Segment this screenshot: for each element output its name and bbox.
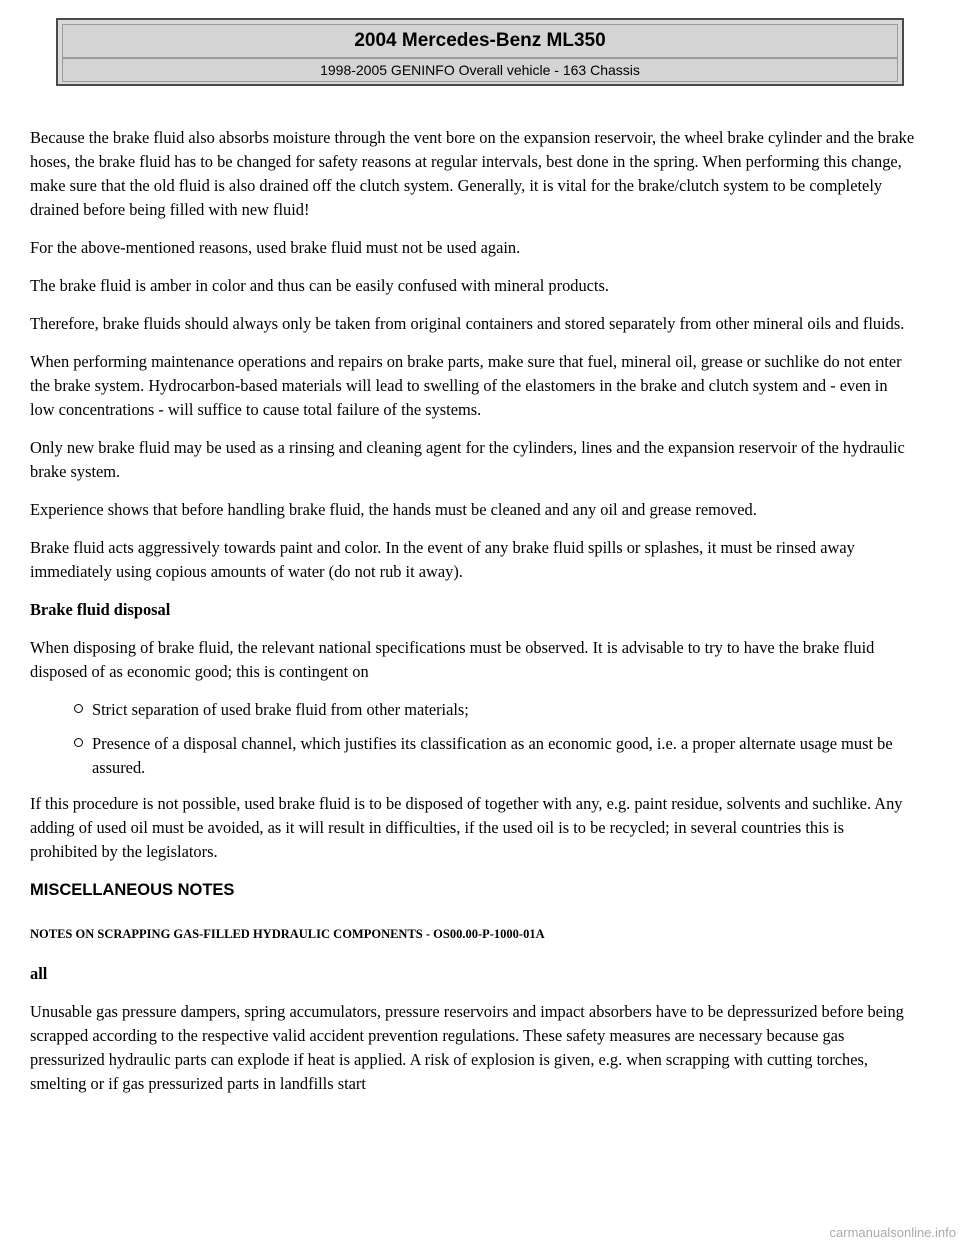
- paragraph: If this procedure is not possible, used brake fluid is to be disposed of together with any, e.g. paint residue, solvents and suchlike. Any adding of used oil must be avoided, as it will result in difficulties, if the used oil is to be recycled; in several countries this is prohibited by the legislators.: [30, 794, 903, 861]
- list-item-text: Strict separation of used brake fluid from other materials;: [92, 700, 469, 719]
- applicability-label: all: [30, 964, 48, 983]
- paragraph: Unusable gas pressure dampers, spring accumulators, pressure reservoirs and impact absorbers have to be depressurized before being scrapped according to the respective valid accident prevention regulations. These safety measures are necessary because gas pressurized hydraulic parts can explode if heat is applied. A risk of explosion is given, e.g. when scrapping with cutting torches, smelting or if gas pressurized parts in landfills start: [30, 1002, 904, 1093]
- circle-bullet-icon: [74, 738, 83, 747]
- document-header: [56, 18, 904, 86]
- paragraph: Brake fluid acts aggressively towards paint and color. In the event of any brake fluid spills or splashes, it must be rinsed away immediately using copious amounts of water (do not rub it away).: [30, 538, 855, 581]
- subsection-heading: NOTES ON SCRAPPING GAS-FILLED HYDRAULIC COMPONENTS - OS00.00-P-1000-01A: [30, 927, 545, 941]
- paragraph: Only new brake fluid may be used as a rinsing and cleaning agent for the cylinders, lines and the expansion reservoir of the hydraulic brake system.: [30, 438, 905, 481]
- document-body: [30, 126, 915, 1110]
- bullet-list: [30, 698, 915, 780]
- section-heading-misc: MISCELLANEOUS NOTES: [30, 881, 235, 899]
- paragraph: The brake fluid is amber in color and thus can be easily confused with mineral products.: [30, 276, 609, 295]
- list-item: [74, 698, 915, 722]
- paragraph: Because the brake fluid also absorbs moisture through the vent bore on the expansion reservoir, the wheel brake cylinder and the brake hoses, the brake fluid has to be changed for safety reasons at regular intervals, best done in the spring. When performing this change, make sure that the old fluid is also drained off the clutch system. Generally, it is vital for the brake/clutch system to be completely drained before being filled with new fluid!: [30, 128, 915, 219]
- document-title: 2004 Mercedes-Benz ML350: [62, 24, 898, 58]
- paragraph: When disposing of brake fluid, the relevant national specifications must be observed. It is advisable to try to have the brake fluid disposed of as economic good; this is contingent on: [30, 638, 875, 681]
- paragraph: When performing maintenance operations and repairs on brake parts, make sure that fuel, mineral oil, grease or suchlike do not enter the brake system. Hydrocarbon-based materials will lead to swelling of the elastomers in the brake and clutch system and - even in low concentrations - will suffice to cause total failure of the systems.: [30, 352, 902, 419]
- paragraph: For the above-mentioned reasons, used brake fluid must not be used again.: [30, 238, 521, 257]
- section-heading-disposal: Brake fluid disposal: [30, 600, 171, 619]
- document-subtitle: 1998-2005 GENINFO Overall vehicle - 163 Chassis: [62, 58, 898, 82]
- watermark: carmanualsonline.info: [829, 1225, 956, 1240]
- paragraph: Therefore, brake fluids should always only be taken from original containers and stored separately from other mineral oils and fluids.: [30, 314, 905, 333]
- paragraph: Experience shows that before handling brake fluid, the hands must be cleaned and any oil and grease removed.: [30, 500, 757, 519]
- list-item: [74, 732, 915, 780]
- list-item-text: Presence of a disposal channel, which justifies its classification as an economic good, i.e. a proper alternate usage must be assured.: [92, 734, 893, 777]
- circle-bullet-icon: [74, 704, 83, 713]
